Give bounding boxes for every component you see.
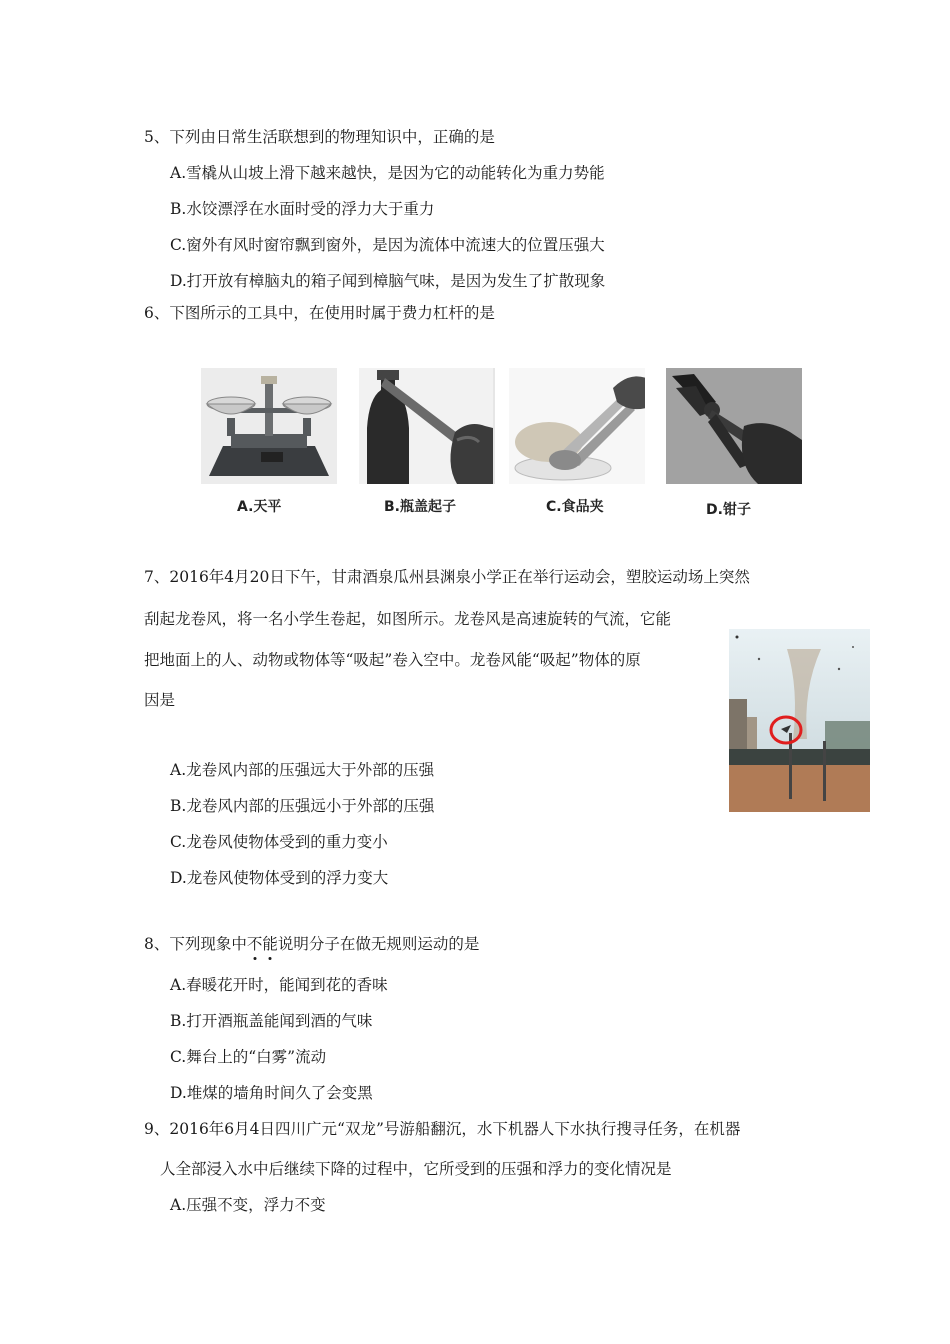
q7-stem-line1: 7、2016年4月20日下午，甘肃酒泉瓜州县渊泉小学正在举行运动会，塑胶运动场上突然 [144, 568, 750, 586]
q7-option-a: A.龙卷风内部的压强远大于外部的压强 [170, 761, 435, 779]
q8-stem-post: 说明分子在做无规则运动的是 [277, 935, 480, 953]
q9-stem-line1: 9、2016年6月4日四川广元“双龙”号游船翻沉，水下机器人下水执行搜寻任务，在机器 [144, 1120, 741, 1138]
q7-stem-line4: 因是 [144, 691, 176, 709]
q6-stem: 6、下图所示的工具中，在使用时属于费力杠杆的是 [144, 304, 495, 322]
q5-stem: 5、下列由日常生活联想到的物理知识中，正确的是 [144, 128, 495, 146]
q8-option-c: C.舞台上的“白雾”流动 [170, 1048, 327, 1066]
q5-option-d: D.打开放有樟脑丸的箱子闻到樟脑气味，是因为发生了扩散现象 [170, 272, 606, 290]
caption-d: D.钳子 [706, 502, 751, 518]
food-tongs-image [509, 368, 645, 484]
q5-option-a: A.雪橇从山坡上滑下越来越快，是因为它的动能转化为重力势能 [170, 164, 605, 182]
q8-option-a: A.春暖花开时，能闻到花的香味 [170, 976, 388, 994]
balance-scale-image [201, 368, 337, 484]
q8-stem-emph-2: 能 [262, 935, 278, 953]
bottle-opener-image [359, 368, 495, 484]
q8-stem-emph-1: 不 [246, 935, 263, 953]
caption-b: B.瓶盖起子 [384, 499, 456, 515]
q7-stem-line3: 把地面上的人、动物或物体等“吸起”卷入空中。龙卷风能“吸起”物体的原 [144, 651, 641, 669]
q5-option-b: B.水饺漂浮在水面时受的浮力大于重力 [170, 200, 435, 218]
q8-option-b: B.打开酒瓶盖能闻到酒的气味 [170, 1012, 373, 1030]
q7-option-b: B.龙卷风内部的压强远小于外部的压强 [170, 797, 435, 815]
q8-stem [144, 934, 479, 954]
q5-option-c: C.窗外有风时窗帘飘到窗外，是因为流体中流速大的位置压强大 [170, 236, 605, 254]
q8-stem-pre: 8、下列现象中 [144, 935, 247, 953]
caption-a: A.天平 [237, 499, 282, 515]
pliers-image [666, 368, 802, 484]
tornado-photo [729, 629, 870, 812]
q7-option-c: C.龙卷风使物体受到的重力变小 [170, 833, 388, 851]
q7-stem-line2: 刮起龙卷风，将一名小学生卷起，如图所示。龙卷风是高速旋转的气流，它能 [144, 610, 672, 628]
q9-option-a: A.压强不变，浮力不变 [170, 1196, 326, 1214]
q8-option-d: D.堆煤的墙角时间久了会变黑 [170, 1084, 373, 1102]
q7-option-d: D.龙卷风使物体受到的浮力变大 [170, 869, 389, 887]
caption-c: C.食品夹 [546, 499, 604, 515]
q9-stem-line2: 人全部浸入水中后继续下降的过程中，它所受到的压强和浮力的变化情况是 [160, 1160, 672, 1178]
